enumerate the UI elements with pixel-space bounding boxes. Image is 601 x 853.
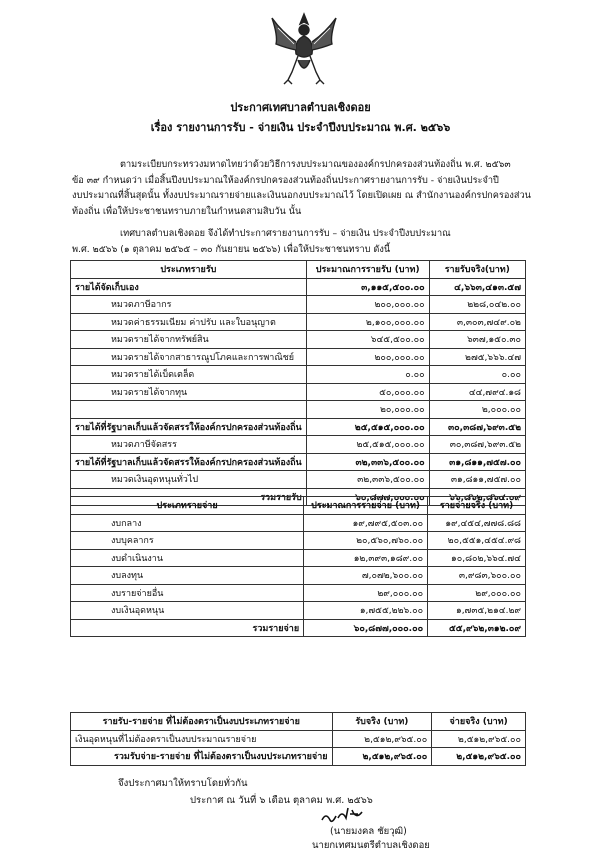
row-estimate: ๓๒,๓๓๖,๕๐๐.๐๐ <box>306 453 429 471</box>
row-label: งบดำเนินงาน <box>71 549 304 567</box>
row-estimate: ๕๐,๐๐๐.๐๐ <box>306 383 429 401</box>
offbudget-table <box>70 712 526 766</box>
row-estimate: ๒๐,๕๖๐,๗๖๐.๐๐ <box>304 532 428 550</box>
signer-name: (นายมงคล ชัยวุฒิ) <box>330 826 407 837</box>
garuda-emblem <box>268 10 340 86</box>
intro-line: เทศบาลตำบลเชิงดอย จึงได้ทำประกาศรายงานการรับ – จ่ายเงิน ประจำปีงบประมาณ <box>120 228 451 239</box>
row-label: หมวดเงินอุดหนุนทั่วไป <box>71 471 307 489</box>
row-actual: ๒๐,๕๕๑,๔๕๔.๙๘ <box>428 532 526 550</box>
row-label: หมวดรายได้เบ็ดเตล็ด <box>71 366 307 384</box>
total-label: รวมรายจ่าย <box>71 619 304 637</box>
intro-line: ข้อ ๓๙ กำหนดว่า เมื่อสิ้นปีงบประมาณให้องค์กรปกครองส่วนท้องถิ่นประกาศรายงานการรับ - จ่ายเงินประจำปี <box>72 174 499 186</box>
row-label <box>71 401 307 419</box>
table-row <box>71 584 526 602</box>
row-estimate: ๒๕,๕๑๕,๐๐๐.๐๐ <box>306 418 429 436</box>
column-header: จ่ายจริง (บาท) <box>432 713 526 731</box>
total-label: รวมรับจ่าย-รายจ่าย ที่ไม่ต้องตราเป็นงบประเภทรายจ่าย <box>71 748 333 766</box>
announce-text: จึงประกาศมาให้ทราบโดยทั่วกัน <box>118 778 248 789</box>
intro-paragraph-1 <box>72 157 542 219</box>
row-label: เงินอุดหนุนที่ไม่ต้องตราเป็นงบประมาณรายจ่าย <box>71 730 333 748</box>
row-estimate: ๒๕,๕๑๕,๐๐๐.๐๐ <box>306 436 429 454</box>
table-row <box>71 383 526 401</box>
row-label: งบลงทุน <box>71 567 304 585</box>
total-estimate: ๖๐,๘๗๗,๐๐๐.๐๐ <box>304 619 428 637</box>
row-label: งบรายจ่ายอื่น <box>71 584 304 602</box>
table-row <box>71 418 526 436</box>
row-actual: ๐.๐๐ <box>429 366 525 384</box>
row-actual: ๔๔,๗๙๔.๑๘ <box>429 383 525 401</box>
table-row <box>71 436 526 454</box>
row-estimate: ๒,๕๑๒,๙๖๕.๐๐ <box>332 730 432 748</box>
column-header: รับจริง (บาท) <box>332 713 432 731</box>
table-row <box>71 453 526 471</box>
row-actual: ๑๙,๔๕๔,๗๗๘.๘๘ <box>428 514 526 532</box>
row-actual: ๓,๓๐๓,๗๔๙.๐๒ <box>429 313 525 331</box>
row-label: งบกลาง <box>71 514 304 532</box>
column-header: ประเภทรายจ่าย <box>71 497 304 515</box>
row-actual: ๓,๙๘๓,๖๐๐.๐๐ <box>428 567 526 585</box>
total-estimate: ๖๐,๘๗๗,๐๐๐.๐๐ <box>306 488 429 506</box>
row-estimate: ๑,๗๕๕,๒๒๖.๐๐ <box>304 602 428 620</box>
intro-line: งบประมาณที่สิ้นสุดนั้น ทั้งงบประมาณรายจ่ายและเงินนอกงบประมาณไว้ โดยเปิดเผย ณ สำนักงานองค์กรปกครองส่วน <box>72 190 531 202</box>
row-actual: ๔,๖๖๓,๔๑๓.๕๗ <box>429 278 525 296</box>
row-actual: ๑๐,๘๐๒,๖๖๔.๗๔ <box>428 549 526 567</box>
row-actual: ๒,๐๐๐.๐๐ <box>429 401 525 419</box>
table-row <box>71 471 526 489</box>
announce-date: ประกาศ ณ วันที่ ๖ เดือน ตุลาคม พ.ศ. ๒๕๖๖ <box>190 795 373 806</box>
row-actual: ๑,๗๓๕,๒๑๔.๒๙ <box>428 602 526 620</box>
row-estimate: ๒๐๐,๐๐๐.๐๐ <box>306 296 429 314</box>
row-actual: ๖๓๗,๑๕๐.๓๐ <box>429 331 525 349</box>
table-row <box>71 348 526 366</box>
row-estimate: ๗,๐๗๒,๖๐๐.๐๐ <box>304 567 428 585</box>
row-label: หมวดรายได้จากทุน <box>71 383 307 401</box>
table-row <box>71 278 526 296</box>
offbudget-total-row <box>71 748 526 766</box>
row-label: หมวดค่าธรรมเนียม ค่าปรับ และใบอนุญาต <box>71 313 307 331</box>
income-table <box>70 260 526 506</box>
total-actual: ๕๕,๙๖๒,๓๑๒.๐๙ <box>428 619 526 637</box>
row-estimate: ๖๔๕,๕๐๐.๐๐ <box>306 331 429 349</box>
row-estimate: ๓๒,๓๓๖,๕๐๐.๐๐ <box>306 471 429 489</box>
row-estimate: ๒๐๐,๐๐๐.๐๐ <box>306 348 429 366</box>
row-estimate: ๒๙,๐๐๐.๐๐ <box>304 584 428 602</box>
page-title: ประกาศเทศบาลตำบลเชิงดอย <box>230 101 371 114</box>
signer-position: นายกเทศมนตรีตำบลเชิงดอย <box>312 840 430 851</box>
column-header: ประเภทรายรับ <box>71 261 307 279</box>
intro-line: ตามระเบียบกระทรวงมหาดไทยว่าด้วยวิธีการงบประมาณขององค์กรปกครองส่วนท้องถิ่น พ.ศ. ๒๕๖๓ <box>120 159 511 170</box>
expense-total-row <box>71 619 526 637</box>
row-actual: ๓๑,๘๑๑,๗๕๗.๐๐ <box>429 471 525 489</box>
table-row <box>71 313 526 331</box>
row-actual: ๒๗๕,๖๖๖.๔๗ <box>429 348 525 366</box>
column-header: ประมาณการรายจ่าย (บาท) <box>304 497 428 515</box>
row-label: รายได้ที่รัฐบาลเก็บแล้วจัดสรรให้องค์กรปกครองส่วนท้องถิ่น <box>71 453 307 471</box>
row-label: งบเงินอุดหนุน <box>71 602 304 620</box>
subject-line: เรื่อง รายงานการรับ - จ่ายเงิน ประจำปีงบประมาณ พ.ศ. ๒๕๖๖ <box>150 121 451 134</box>
intro-line: พ.ศ. ๒๕๖๖ (๑ ตุลาคม ๒๕๖๕ – ๓๐ กันยายน ๒๕๖๖) เพื่อให้ประชาชนทราบ ดังนี้ <box>72 243 391 255</box>
table-row <box>71 366 526 384</box>
row-actual: ๒,๕๑๒,๙๖๕.๐๐ <box>432 730 526 748</box>
table-row <box>71 331 526 349</box>
row-estimate: ๒,๑๐๐,๐๐๐.๐๐ <box>306 313 429 331</box>
row-estimate: ๑๒,๓๙๓,๑๘๙.๐๐ <box>304 549 428 567</box>
row-label: หมวดรายได้จากทรัพย์สิน <box>71 331 307 349</box>
column-header: ประมาณการรายรับ (บาท) <box>306 261 429 279</box>
row-label: รายได้จัดเก็บเอง <box>71 278 307 296</box>
table-row <box>71 296 526 314</box>
table-row <box>71 514 526 532</box>
row-estimate: ๒๐,๐๐๐.๐๐ <box>306 401 429 419</box>
row-label: งบบุคลากร <box>71 532 304 550</box>
row-actual: ๓๑,๘๑๑,๗๕๗.๐๐ <box>429 453 525 471</box>
total-label: รวมรายรับ <box>71 488 307 506</box>
column-header: รายจ่ายจริง (บาท) <box>428 497 526 515</box>
row-estimate: ๓,๑๑๕,๕๐๐.๐๐ <box>306 278 429 296</box>
intro-line: ท้องถิ่น เพื่อให้ประชาชนทราบภายในกำหนดสามสิบวัน นั้น <box>72 205 302 217</box>
row-label: รายได้ที่รัฐบาลเก็บแล้วจัดสรรให้องค์กรปกครองส่วนท้องถิ่น <box>71 418 307 436</box>
column-header: รายรับจริง(บาท) <box>429 261 525 279</box>
row-estimate: ๐.๐๐ <box>306 366 429 384</box>
table-row <box>71 549 526 567</box>
table-row <box>71 401 526 419</box>
row-estimate: ๑๙,๗๙๕,๕๐๓.๐๐ <box>304 514 428 532</box>
table-row <box>71 532 526 550</box>
table-row <box>71 730 526 748</box>
row-label: หมวดภาษีอากร <box>71 296 307 314</box>
table-row <box>71 567 526 585</box>
total-actual: ๖๖,๘๖๒,๘๖๔.๐๙ <box>429 488 525 506</box>
row-actual: ๓๐,๓๘๗,๖๙๓.๕๒ <box>429 418 525 436</box>
column-header: รายรับ-รายจ่าย ที่ไม่ต้องตราเป็นงบประเภทรายจ่าย <box>71 713 333 731</box>
table-row <box>71 602 526 620</box>
expense-table <box>70 496 526 637</box>
total-received: ๒,๕๑๒,๙๖๕.๐๐ <box>332 748 432 766</box>
row-label: หมวดภาษีจัดสรร <box>71 436 307 454</box>
row-label: หมวดรายได้จากสาธารณูปโภคและการพาณิชย์ <box>71 348 307 366</box>
total-paid: ๒,๕๑๒,๙๖๕.๐๐ <box>432 748 526 766</box>
row-actual: ๒๒๘,๐๔๒.๐๐ <box>429 296 525 314</box>
row-actual: ๓๐,๓๘๗,๖๙๓.๕๒ <box>429 436 525 454</box>
intro-paragraph-2 <box>72 226 542 257</box>
row-actual: ๒๙,๐๐๐.๐๐ <box>428 584 526 602</box>
